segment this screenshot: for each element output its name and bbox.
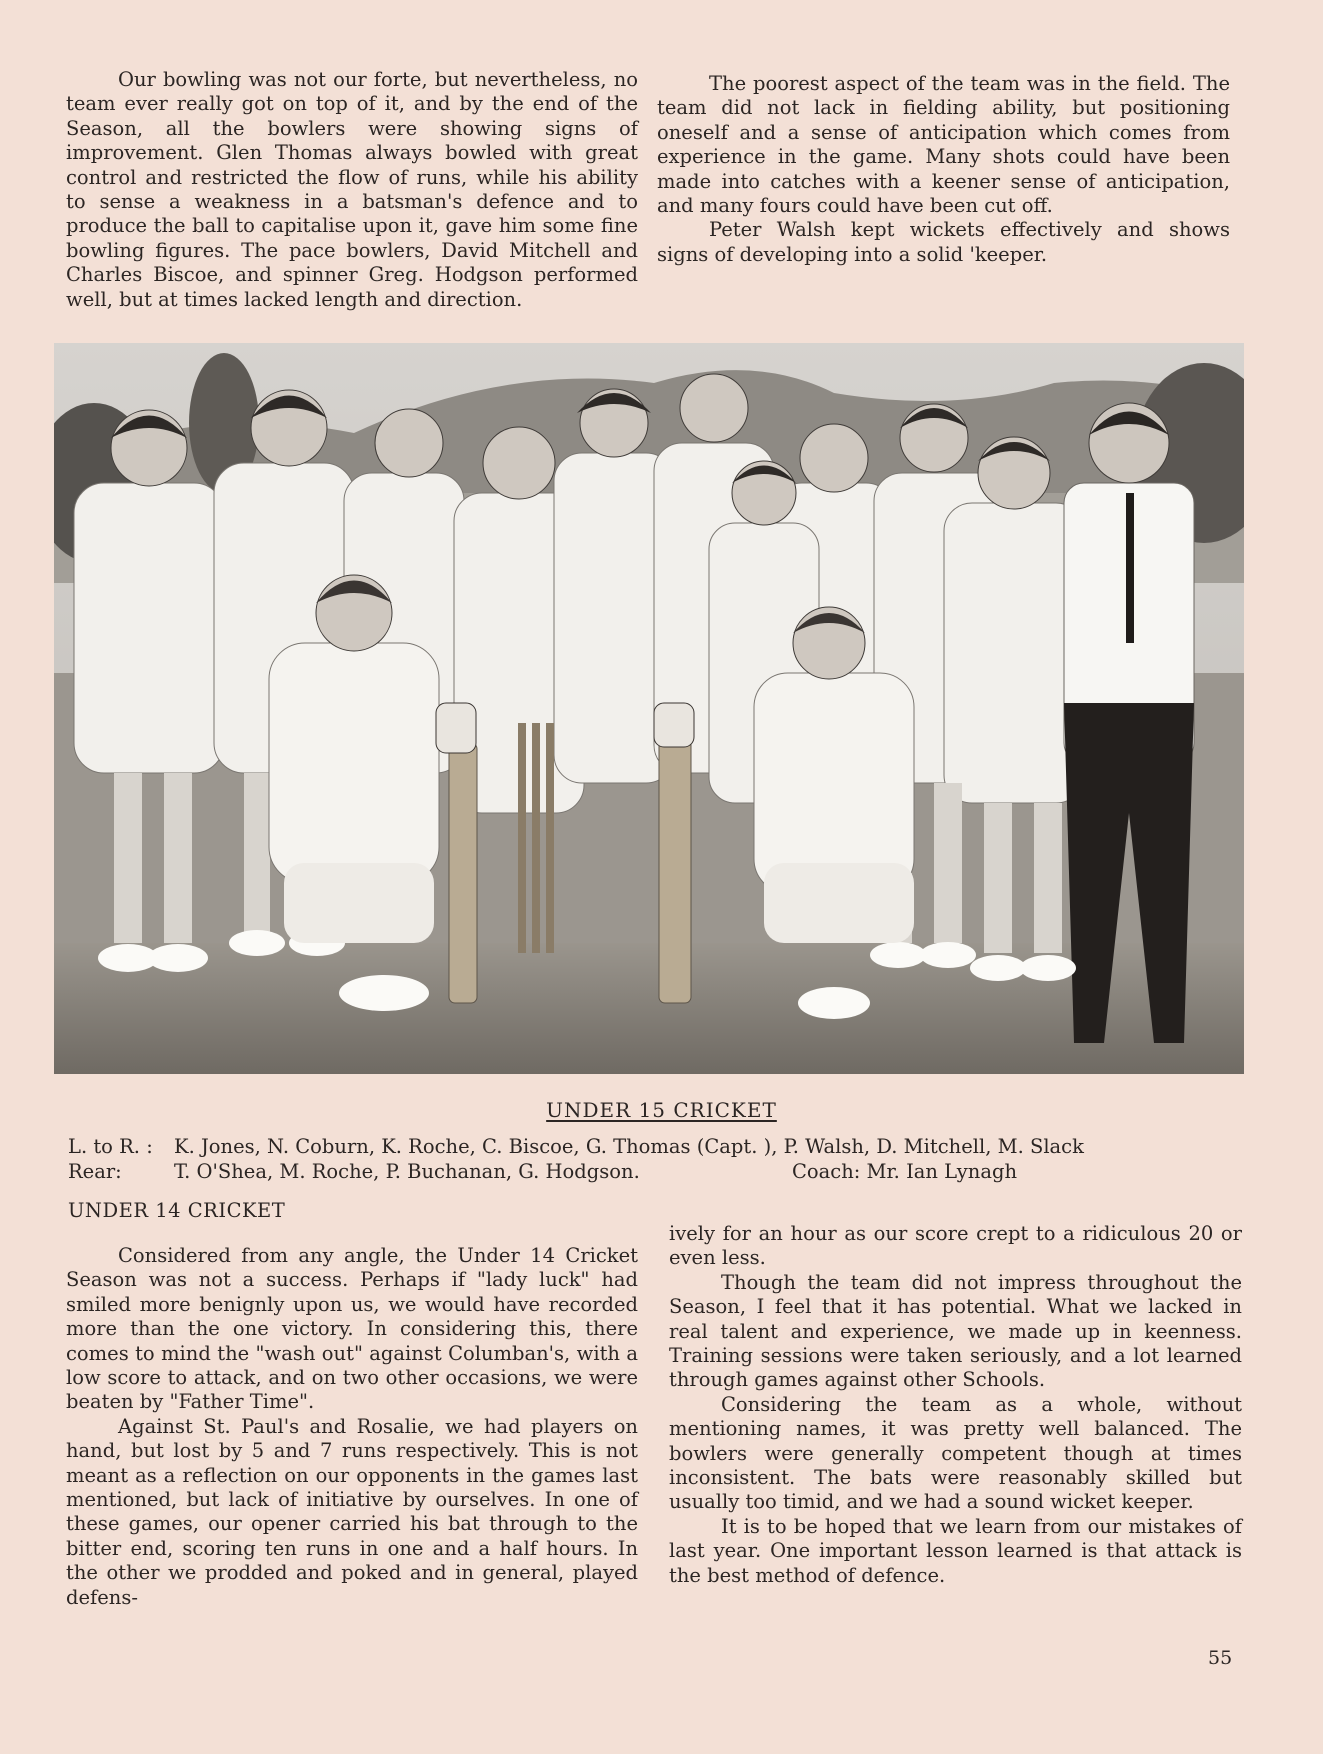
photo-title-text: UNDER 15 CRICKET: [546, 1098, 777, 1122]
team-photo: [54, 343, 1244, 1074]
section-heading: UNDER 14 CRICKET: [68, 1199, 286, 1222]
paragraph: Considered from any angle, the Under 14 Cricket Season was not a success. Perhaps if "lady luck" had smiled more benignly upon us, we would have recorded more than the one victory. In considering this, there comes to mind the "wash out" against Columban's, with a low score to attack, and on two other occasions, we were beaten by "Father Time".: [66, 1244, 638, 1414]
caption-names: K. Jones, N. Coburn, K. Roche, C. Biscoe, G. Thomas (Capt. ), P. Walsh, D. Mitchell, M. Slack: [174, 1135, 1084, 1158]
paragraph: Against St. Paul's and Rosalie, we had players on hand, but lost by 5 and 7 runs respectively. This is not meant as a reflection on our opponents in the games last mentioned, but lack of initiative by ourselves. In one of these games, our opener carried his bat through to the bitter end, scoring ten runs in one and a half hours. In the other we prodded and poked and in general, played defens-: [66, 1414, 638, 1609]
caption-label: L. to R. :: [68, 1135, 153, 1158]
paragraph: ively for an hour as our score crept to a ridiculous 20 or even less.: [669, 1222, 1242, 1270]
paragraph: Peter Walsh kept wickets effectively and shows signs of developing into a solid 'keeper.: [657, 218, 1230, 266]
paragraph: Though the team did not impress throughout the Season, I feel that it has potential. What we lacked in real talent and experience, we made up in keenness. Training sessions were taken seriously, and a lot learned through games against other Schools.: [669, 1270, 1242, 1392]
paragraph: Considering the team as a whole, without mentioning names, it was pretty well balanced. The bowlers were generally competent though at times inconsistent. The bats were reasonably skilled but usually too timid, and we had a sound wicket keeper.: [669, 1392, 1242, 1514]
caption-coach: Coach: Mr. Ian Lynagh: [792, 1160, 1018, 1183]
caption-names: T. O'Shea, M. Roche, P. Buchanan, G. Hodgson.: [174, 1160, 640, 1183]
bottom-right-column: [669, 1222, 1242, 1588]
page-number: 55: [1208, 1647, 1233, 1669]
top-right-column: [657, 72, 1230, 267]
photo-caption-front: [68, 1135, 1248, 1159]
bottom-left-column: [66, 1244, 638, 1610]
paragraph: It is to be hoped that we learn from our mistakes of last year. One important lesson learned is that attack is the best method of defence.: [669, 1514, 1242, 1587]
paragraph: The poorest aspect of the team was in the field. The team did not lack in fielding ability, but positioning oneself and a sense of anticipation which comes from experience in the game. Many shots could have been made into catches with a keener sense of anticipation, and many fours could have been cut off.: [657, 72, 1230, 218]
top-left-column: [66, 68, 638, 312]
photo-caption-rear: [68, 1160, 1248, 1184]
photo-title: [0, 1098, 1323, 1122]
paragraph: Our bowling was not our forte, but nevertheless, no team ever really got on top of it, and by the end of the Season, all the bowlers were showing signs of improvement. Glen Thomas always bowled with great control and restricted the flow of runs, while his ability to sense a weakness in a batsman's defence and to produce the ball to capitalise upon it, gave him some fine bowling figures. The pace bowlers, David Mitchell and Charles Biscoe, and spinner Greg. Hodgson performed well, but at times lacked length and direction.: [66, 68, 638, 311]
team-photo-illustration: [54, 343, 1244, 1074]
caption-label: Rear:: [68, 1160, 122, 1183]
